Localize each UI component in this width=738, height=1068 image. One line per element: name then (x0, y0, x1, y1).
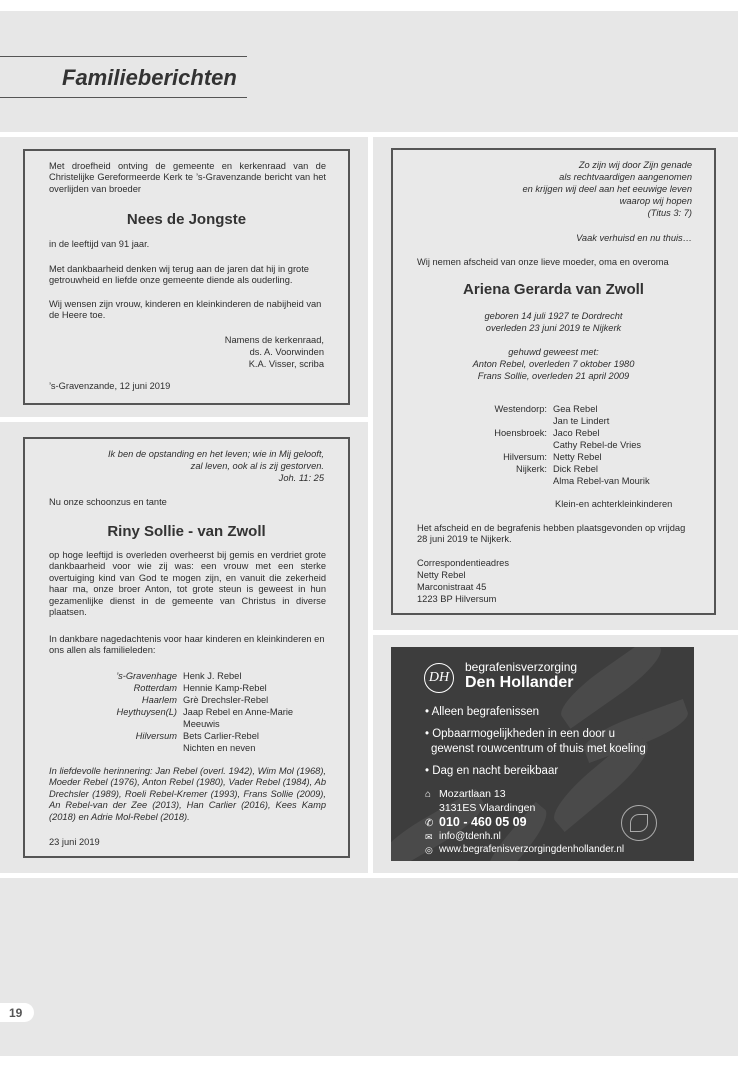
family-row (417, 476, 650, 487)
bible-quote: zal leven, ook al is zij gestorven. (190, 461, 324, 471)
notice-nees-de-jongste (23, 149, 350, 405)
deceased-name: Nees de Jongste (126, 211, 247, 228)
family-place: Hilversum: (503, 452, 547, 462)
mail-icon: ✉ (425, 832, 433, 842)
bible-quote: als rechtvaardigen aangenomen (559, 172, 692, 182)
correspondence-city: 1223 BP Hilversum (417, 594, 497, 604)
family-row (49, 683, 267, 694)
deceased-name: Riny Sollie - van Zwoll (107, 523, 266, 540)
family-names: Henk J. Rebel (183, 671, 242, 681)
bible-quote: en krijgen wij deel aan het eeuwige leven (522, 184, 692, 194)
family-place: Haarlem (141, 695, 177, 705)
family-names: Jan te Lindert (553, 416, 610, 426)
ad-phone: 010 - 460 05 09 (439, 815, 527, 829)
ad-bullet: • Dag en nacht bereikbaar (425, 765, 559, 777)
globe-icon: ◎ (425, 845, 433, 855)
family-names: Meeuwis (183, 719, 220, 729)
logo-monogram: DH (424, 663, 454, 693)
ad-bullet: gewenst rouwcentrum of thuis met koeling (431, 743, 646, 755)
family-row (417, 452, 602, 463)
family-names: Jaap Rebel en Anne-Marie (183, 707, 294, 717)
family-row (49, 731, 259, 742)
bible-reference: Joh. 11: 25 (278, 473, 324, 483)
family-names: Cathy Rebel-de Vries (553, 440, 642, 450)
family-place: Nijkerk: (516, 464, 547, 474)
family-place: Westendorp: (494, 404, 547, 414)
age-line: in de leeftijd van 91 jaar. (49, 239, 150, 249)
notice-paragraph: op hoge leeftijd is overleden overheerst bij gemis en verdriet grote dankbaarheid voor wie zij was: een vrouw met een sterke overtuiging kind van God te mogen zijn, en vanuit die zekerheid haar ma, onze broer Anton, tot grote steun is geweest in hun gezamenlijke dienst in de gemeente van Christus in diverse plaatsen. (49, 550, 326, 618)
family-place: Heythuysen(L) (116, 707, 177, 717)
family-names: Jaco Rebel (553, 428, 600, 438)
family-place: Hilversum (135, 731, 177, 741)
family-names: Gea Rebel (553, 404, 598, 414)
deceased-name: Ariena Gerarda van Zwoll (463, 281, 644, 298)
ad-bullet: • Alleen begrafenissen (425, 706, 539, 718)
family-place (49, 719, 183, 730)
correspondence-street: Marconistraat 45 (417, 582, 487, 592)
family-row (417, 440, 641, 451)
family-row (417, 404, 597, 415)
notice-intro: Met droefheid ontving de gemeente en kerkenraad van de Christelijke Gereformeerde Kerk te ’s-Gravenzande bericht van het overlijden van broeder (49, 161, 326, 194)
signature-line: Namens de kerkenraad, (224, 335, 324, 345)
ad-company: Den Hollander (465, 674, 574, 691)
bible-quote: waarop wij hopen (619, 196, 692, 206)
separator (373, 630, 738, 635)
family-names: Dick Rebel (553, 464, 598, 474)
married-label: gehuwd geweest met: (508, 347, 599, 357)
bible-reference: (Titus 3: 7) (647, 208, 692, 218)
notice-intro: Wij nemen afscheid van onze lieve moeder, oma en overoma (417, 257, 669, 267)
ad-city: 3131ES Vlaardingen (439, 802, 536, 814)
notice-riny-sollie (23, 437, 350, 858)
signature-line: ds. A. Voorwinden (249, 347, 324, 357)
notice-paragraph: Wij wensen zijn vrouw, kinderen en kleinkinderen de nabijheid van de Heere toe. (49, 299, 322, 321)
phone-icon: ✆ (425, 818, 434, 829)
family-place: Hoensbroek: (494, 428, 547, 438)
notice-date: 23 juni 2019 (49, 837, 100, 847)
signature-line: K.A. Visser, scriba (248, 359, 324, 369)
correspondence-name: Netty Rebel (417, 570, 466, 580)
family-row (49, 743, 255, 754)
spouse-line: Frans Sollie, overleden 21 april 2009 (477, 371, 630, 381)
certification-seal-icon (621, 805, 657, 841)
bible-quote: Zo zijn wij door Zijn genade (578, 160, 692, 170)
family-names: Alma Rebel-van Mourik (553, 476, 650, 486)
bible-quote: Ik ben de opstanding en het leven; wie in Mij gelooft, (107, 449, 324, 459)
family-place (417, 476, 553, 487)
ad-subtitle: begrafenisverzorging (465, 660, 578, 674)
notice-paragraph: Met dankbaarheid denken wij terug aan de jaren dat hij in grote getrouwheid en liefde onze gemeente diende als ouderling. (49, 264, 309, 286)
family-row (49, 671, 241, 682)
family-row (49, 719, 220, 730)
family-names: Nichten en neven (183, 743, 256, 753)
family-place: Rotterdam (133, 683, 177, 693)
separator (0, 417, 368, 422)
remembrance-text: In liefdevolle herinnering: Jan Rebel (overl. 1942), Wim Mol (1968), Moeder Rebel (1976), Anton Rebel (1980), Vader Rebel (1984), Ab Drechsler (1989), Roeli Rebel-Kremer (1993), Frans Sollie (2009), An Rebel-van der Zee (2013), Han Carlier (2016), Kees Kamp (2018) en Adrie Mol-Rebel (2018). (49, 766, 326, 822)
family-place: ’s-Gravenhage (116, 671, 177, 681)
home-icon: ⌂ (425, 789, 432, 800)
farewell-text: Het afscheid en de begrafenis hebben plaatsgevonden op vrijdag 28 juni 2019 te Nijkerk. (417, 523, 686, 545)
family-row (49, 695, 268, 706)
separator (368, 137, 373, 873)
family-row (49, 707, 293, 718)
page-title: Familieberichten (62, 65, 237, 90)
family-names: Netty Rebel (553, 452, 602, 462)
ad-street: Mozartlaan 13 (439, 788, 506, 800)
title-rule-top (0, 56, 247, 57)
family-list (417, 404, 702, 490)
correspondence-label: Correspondentieadres (417, 558, 509, 568)
title-rule-bottom (0, 97, 247, 98)
family-names: Hennie Kamp-Rebel (183, 683, 267, 693)
family-row (417, 428, 600, 439)
ad-email[interactable]: info@tdenh.nl (439, 831, 501, 842)
advertisement-den-hollander (391, 647, 694, 861)
place-date: ’s-Gravenzande, 12 juni 2019 (49, 381, 171, 391)
family-names: Bets Carlier-Rebel (183, 731, 259, 741)
page-number: 19 (0, 1003, 34, 1022)
family-list (49, 671, 326, 757)
notice-ariena-van-zwoll (391, 148, 716, 615)
birth-line: geboren 14 juli 1927 te Dordrecht (484, 311, 623, 321)
family-row (417, 416, 609, 427)
ad-website[interactable]: www.begrafenisverzorgingdenhollander.nl (439, 844, 625, 855)
family-place (417, 440, 553, 451)
notice-intro: Nu onze schoonzus en tante (49, 497, 167, 507)
family-row (417, 464, 598, 475)
family-names: Grè Drechsler-Rebel (183, 695, 269, 705)
family-place (417, 416, 553, 427)
ad-bullet: • Opbaarmogelijkheden in een door u (425, 728, 616, 740)
death-line: overleden 23 juni 2019 te Nijkerk (485, 323, 622, 333)
family-place (49, 743, 183, 754)
tagline: Vaak verhuisd en nu thuis… (576, 233, 692, 243)
grandchildren-line: Klein-en achterkleinkinderen (555, 499, 673, 509)
notice-paragraph: In dankbare nagedachtenis voor haar kinderen en kleinkinderen en ons allen als familieleden: (49, 634, 325, 656)
separator (0, 873, 738, 878)
spouse-line: Anton Rebel, overleden 7 oktober 1980 (472, 359, 635, 369)
